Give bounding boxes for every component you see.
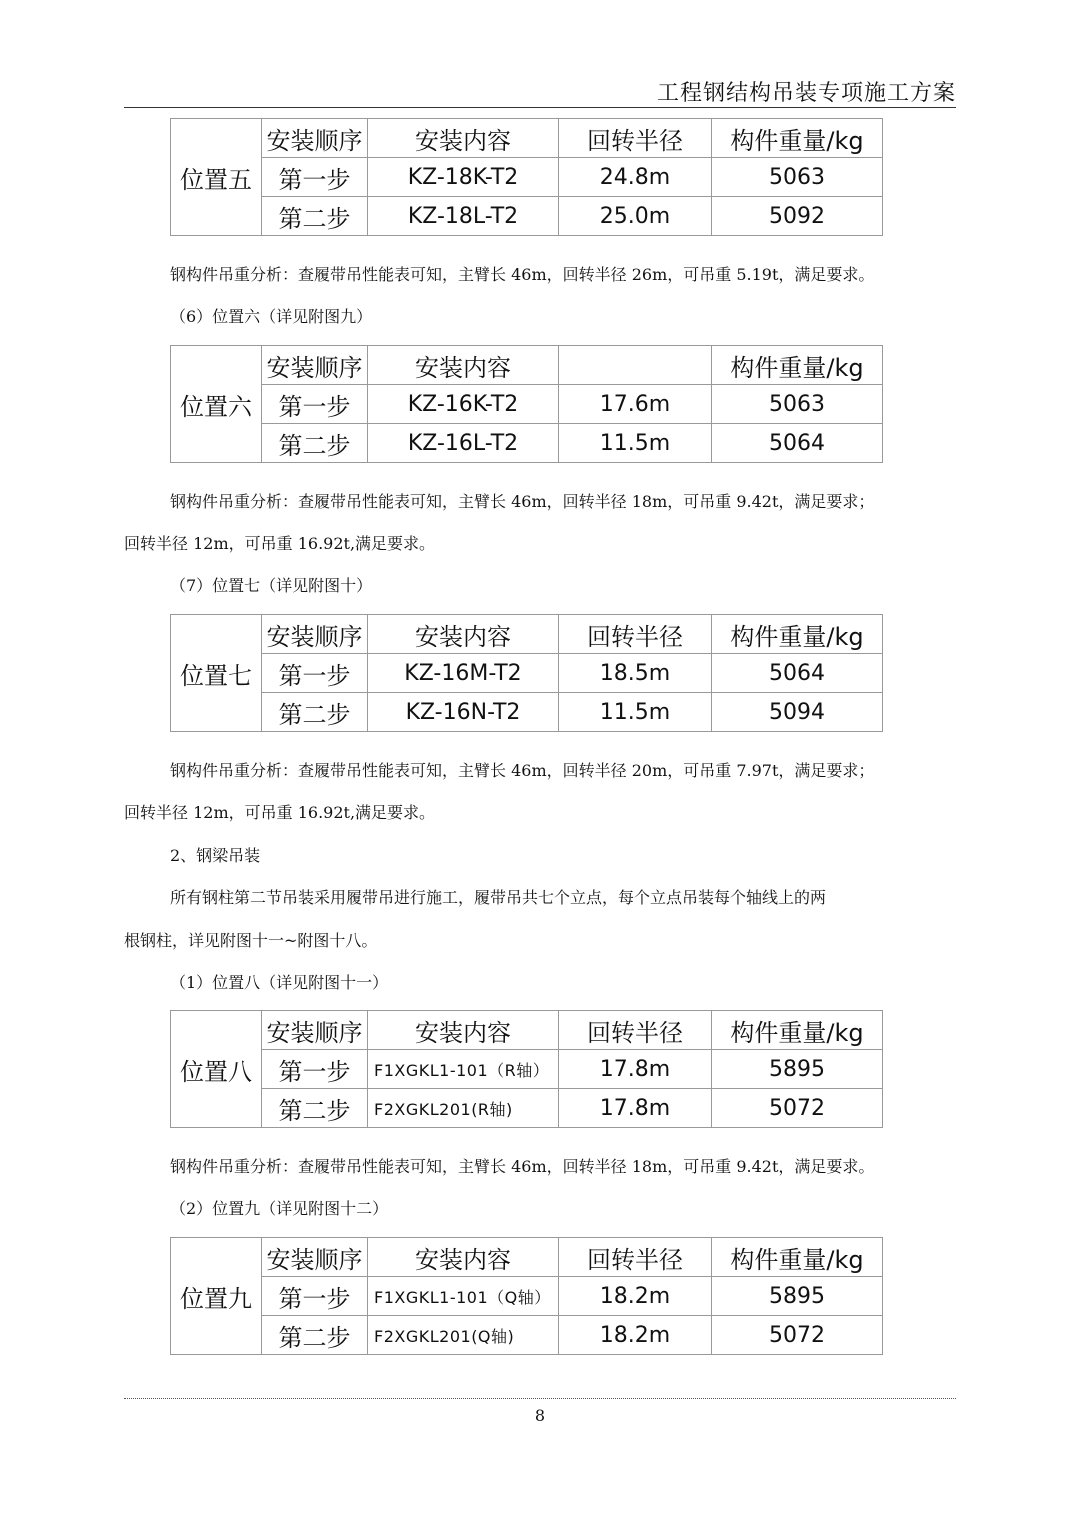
table-header-row — [171, 119, 883, 158]
weight-cell: 5094 — [712, 693, 883, 732]
content-cell: F2XGKL201(R轴) — [368, 1089, 559, 1128]
content-cell: F2XGKL201(Q轴) — [368, 1316, 559, 1355]
col-header-sequence: 安装顺序 — [262, 1238, 368, 1277]
content-cell: KZ-16N-T2 — [368, 693, 559, 732]
page-number: 8 — [534, 1406, 546, 1425]
section-heading-steel-beam: 2、钢梁吊装 — [170, 846, 261, 865]
body-paragraph-cont: 根钢柱，详见附图十一~附图十八。 — [124, 931, 378, 950]
radius-cell: 17.8m — [559, 1089, 712, 1128]
table-header-row — [171, 1238, 883, 1277]
table-header-row — [171, 346, 883, 385]
col-header-sequence: 安装顺序 — [262, 615, 368, 654]
analysis-paragraph: 钢构件吊重分析：查履带吊性能表可知，主臂长 46m，回转半径 18m，可吊重 9.42t，满足要求。 — [170, 1157, 875, 1176]
step-cell: 第二步 — [262, 424, 368, 463]
radius-cell: 11.5m — [559, 693, 712, 732]
col-header-weight: 构件重量/kg — [712, 346, 883, 385]
col-header-radius: 回转半径 — [559, 1238, 712, 1277]
weight-cell: 5072 — [712, 1089, 883, 1128]
weight-cell: 5064 — [712, 424, 883, 463]
col-header-radius — [559, 346, 712, 385]
lifting-table-position-6 — [170, 345, 883, 463]
content-cell: KZ-18K-T2 — [368, 158, 559, 197]
table-header-row — [171, 615, 883, 654]
step-cell: 第一步 — [262, 1277, 368, 1316]
col-header-weight: 构件重量/kg — [712, 615, 883, 654]
content-cell: F1XGKL1-101（Q轴） — [368, 1277, 559, 1316]
table-row — [171, 197, 883, 236]
radius-cell: 18.2m — [559, 1316, 712, 1355]
section-heading-position-7: （7）位置七（详见附图十） — [170, 576, 373, 595]
radius-cell: 17.8m — [559, 1050, 712, 1089]
table-row — [171, 1316, 883, 1355]
table-row — [171, 424, 883, 463]
col-header-weight: 构件重量/kg — [712, 119, 883, 158]
col-header-sequence: 安装顺序 — [262, 346, 368, 385]
step-cell: 第二步 — [262, 1089, 368, 1128]
analysis-paragraph-cont: 回转半径 12m，可吊重 16.92t,满足要求。 — [124, 534, 436, 553]
radius-cell: 24.8m — [559, 158, 712, 197]
weight-cell: 5092 — [712, 197, 883, 236]
step-cell: 第一步 — [262, 1050, 368, 1089]
section-heading-position-6: （6）位置六（详见附图九） — [170, 307, 373, 326]
weight-cell: 5064 — [712, 654, 883, 693]
content-cell: KZ-18L-T2 — [368, 197, 559, 236]
step-cell: 第一步 — [262, 385, 368, 424]
table-row — [171, 654, 883, 693]
col-header-sequence: 安装顺序 — [262, 119, 368, 158]
lifting-table-position-8 — [170, 1010, 883, 1128]
step-cell: 第二步 — [262, 693, 368, 732]
header-divider — [124, 107, 956, 108]
col-header-sequence: 安装顺序 — [262, 1011, 368, 1050]
section-heading-position-8: （1）位置八（详见附图十一） — [170, 973, 389, 992]
col-header-content: 安装内容 — [368, 1238, 559, 1277]
table-row — [171, 1050, 883, 1089]
col-header-weight: 构件重量/kg — [712, 1238, 883, 1277]
col-header-radius: 回转半径 — [559, 119, 712, 158]
radius-cell: 18.5m — [559, 654, 712, 693]
table-row — [171, 385, 883, 424]
step-cell: 第二步 — [262, 1316, 368, 1355]
weight-cell: 5063 — [712, 385, 883, 424]
col-header-content: 安装内容 — [368, 615, 559, 654]
step-cell: 第一步 — [262, 158, 368, 197]
radius-cell: 11.5m — [559, 424, 712, 463]
analysis-paragraph: 钢构件吊重分析：查履带吊性能表可知，主臂长 46m，回转半径 20m，可吊重 7.97t，满足要求； — [170, 761, 875, 780]
col-header-content: 安装内容 — [368, 1011, 559, 1050]
table-row — [171, 1089, 883, 1128]
document-header-title: 工程钢结构吊装专项施工方案 — [656, 81, 956, 106]
lifting-table-position-7 — [170, 614, 883, 732]
lifting-table-position-9 — [170, 1237, 883, 1355]
position-label: 位置五 — [171, 119, 262, 236]
content-cell: KZ-16M-T2 — [368, 654, 559, 693]
table-row — [171, 158, 883, 197]
analysis-paragraph: 钢构件吊重分析：查履带吊性能表可知，主臂长 46m，回转半径 26m，可吊重 5.19t，满足要求。 — [170, 265, 875, 284]
col-header-content: 安装内容 — [368, 346, 559, 385]
analysis-paragraph-cont: 回转半径 12m，可吊重 16.92t,满足要求。 — [124, 803, 436, 822]
radius-cell: 25.0m — [559, 197, 712, 236]
position-label: 位置六 — [171, 346, 262, 463]
step-cell: 第二步 — [262, 197, 368, 236]
weight-cell: 5072 — [712, 1316, 883, 1355]
content-cell: F1XGKL1-101（R轴） — [368, 1050, 559, 1089]
weight-cell: 5895 — [712, 1277, 883, 1316]
radius-cell: 17.6m — [559, 385, 712, 424]
footer-divider — [124, 1398, 956, 1399]
content-cell: KZ-16L-T2 — [368, 424, 559, 463]
step-cell: 第一步 — [262, 654, 368, 693]
table-row — [171, 1277, 883, 1316]
col-header-content: 安装内容 — [368, 119, 559, 158]
section-heading-position-9: （2）位置九（详见附图十二） — [170, 1199, 389, 1218]
weight-cell: 5063 — [712, 158, 883, 197]
position-label: 位置九 — [171, 1238, 262, 1355]
weight-cell: 5895 — [712, 1050, 883, 1089]
lifting-table-position-5 — [170, 118, 883, 236]
col-header-radius: 回转半径 — [559, 615, 712, 654]
position-label: 位置八 — [171, 1011, 262, 1128]
analysis-paragraph: 钢构件吊重分析：查履带吊性能表可知，主臂长 46m，回转半径 18m，可吊重 9.42t，满足要求； — [170, 492, 875, 511]
body-paragraph: 所有钢柱第二节吊装采用履带吊进行施工，履带吊共七个立点，每个立点吊装每个轴线上的两 — [170, 888, 827, 907]
position-label: 位置七 — [171, 615, 262, 732]
table-row — [171, 693, 883, 732]
content-cell: KZ-16K-T2 — [368, 385, 559, 424]
col-header-weight: 构件重量/kg — [712, 1011, 883, 1050]
radius-cell: 18.2m — [559, 1277, 712, 1316]
table-header-row — [171, 1011, 883, 1050]
col-header-radius: 回转半径 — [559, 1011, 712, 1050]
